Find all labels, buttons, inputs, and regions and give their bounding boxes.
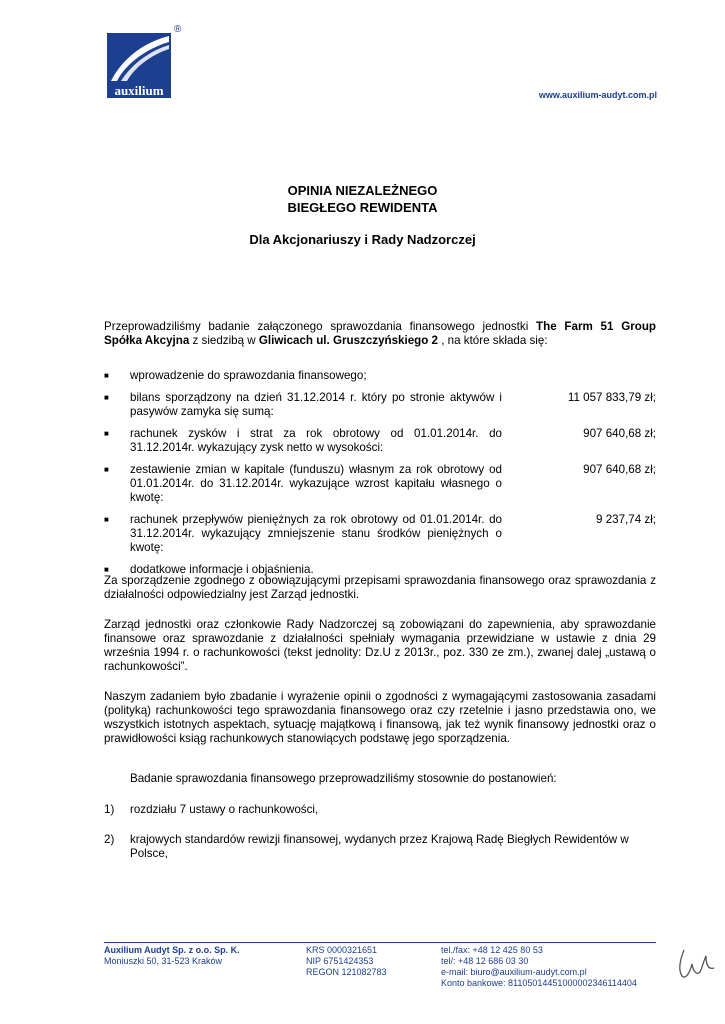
list-item: ■ zestawienie zmian w kapitale (funduszu) własnym za rok obrotowy od 01.01.2014r. do 31.12.2014r. wykazujące wzrost kapitału własnego o kwotę: 907 640,68 zł;	[104, 463, 656, 504]
footer-contact: tel./fax: +48 12 425 80 53 tel/: +48 12 686 03 30 e-mail: biuro@auxilium-audyt.com.pl Konto bankowe: 81105014451000002346114404	[441, 945, 637, 988]
company-name: The Farm 51 Group Spółka Akcyjna	[104, 320, 656, 347]
net-profit: 907 640,68 zł;	[583, 427, 656, 440]
auxilium-logo	[107, 33, 171, 98]
paragraph-task: Naszym zadaniem było zbadanie i wyrażenie opinii o zgodności z wymagającymi zastosowania zasadami (polityką) rachunkowości tego sprawozdania finansowego oraz czy rzetelnie i jasno przedstawia ono, we wszystkich istotnych aspektach, sytuację majątkową i finansową, jak też wynik finansowy jednostki oraz o prawidłowości ksiąg rachunkowych stanowiących podstawę jego sporządzenia.	[104, 690, 656, 745]
numbered-item: 2) krajowych standardów rewizji finansowej, wydanych przez Krajową Radę Biegłych Rewidentów w Polsce,	[104, 833, 629, 860]
bullet-icon: ■	[104, 393, 109, 402]
list-item: ■ bilans sporządzony na dzień 31.12.2014 r. który po stronie aktywów i pasywów zamyka się sumą: 11 057 833,79 zł;	[104, 391, 656, 418]
cash-decrease: 9 237,74 zł;	[596, 513, 656, 526]
footer-company: Auxilium Audyt Sp. z o.o. Sp. K. Moniuszki 50, 31-523 Kraków	[104, 945, 240, 966]
bullet-icon: ■	[104, 371, 109, 380]
statement-components-list	[104, 369, 656, 585]
list-item: ■ dodatkowe informacje i objaśnienia.	[104, 563, 314, 576]
paragraph-obligations: Zarząd jednostki oraz członkowie Rady Nadzorczej są zobowiązani do zapewnienia, aby sprawozdanie finansowe oraz sprawozdanie z działalności spełniały wymagania przewidziane w ustawie z dnia 29 września 1994 r. o rachunkowości (tekst jednolity: Dz.U z 2013r., poz. 330 ze zm.), zwanej dalej „ustawą o rachunkowości”.	[104, 618, 656, 673]
balance-total: 11 057 833,79 zł;	[567, 391, 656, 404]
list-item: ■ rachunek zysków i strat za rok obrotowy od 01.01.2014r. do 31.12.2014r. wykazujący zysk netto w wysokości: 907 640,68 zł;	[104, 427, 656, 454]
paragraph-responsibility: Za sporządzenie zgodnego z obowiązującymi przepisami sprawozdania finansowego oraz sprawozdania z działalności odpowiedzialny jest Zarząd jednostki.	[104, 574, 656, 601]
page-title-line2: BIEGŁEGO REWIDENTA	[287, 200, 438, 215]
equity-increase: 907 640,68 zł;	[583, 463, 656, 476]
bullet-icon: ■	[104, 429, 109, 438]
intro-paragraph: Przeprowadziliśmy badanie załączonego sprawozdania finansowego jednostki The Farm 51 Group Spółka Akcyjna z siedzibą w Gliwicach ul. Gruszczyńskiego 2 , na które składa się:	[104, 320, 656, 347]
bullet-icon: ■	[104, 565, 109, 574]
footer-registry: KRS 0000321651 NIP 6751424353 REGON 121082783	[306, 945, 387, 977]
bullet-icon: ■	[104, 515, 109, 524]
company-address: Gliwicach ul. Gruszczyńskiego 2	[258, 334, 438, 347]
list-item: ■ wprowadzenie do sprawozdania finansowego;	[104, 369, 367, 382]
paragraph-basis: Badanie sprawozdania finansowego przeprowadziliśmy stosownie do postanowień:	[130, 772, 557, 785]
footer-divider	[104, 942, 656, 943]
email-link[interactable]: e-mail: biuro@auxilium-audyt.com.pl	[441, 967, 587, 977]
list-item: ■ rachunek przepływów pieniężnych za rok obrotowy od 01.01.2014r. do 31.12.2014r. wykazujący zmniejszenie stanu środków pieniężnych o kwotę: 9 237,74 zł;	[104, 513, 656, 554]
website-link[interactable]: www.auxilium-audyt.com.pl	[538, 90, 657, 100]
bullet-icon: ■	[104, 465, 109, 474]
logo-text: auxilium	[114, 83, 164, 98]
registered-mark: ®	[174, 24, 182, 35]
page-subtitle: Dla Akcjonariuszy i Rady Nadzorczej	[249, 232, 476, 247]
numbered-item: 1) rozdziału 7 ustawy o rachunkowości,	[104, 803, 319, 816]
signature-icon	[676, 946, 716, 980]
page-title-line1: OPINIA NIEZALEŻNEGO	[287, 183, 438, 198]
